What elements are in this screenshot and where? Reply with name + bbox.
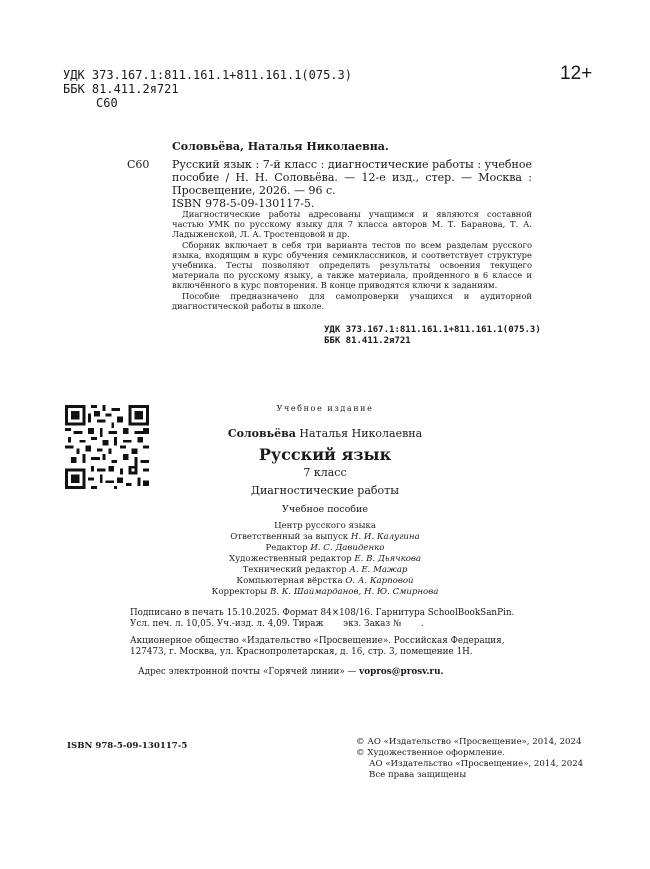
qr-code <box>65 405 149 489</box>
footer-isbn: ISBN 978-5-09-130117-5 <box>67 741 188 751</box>
udk-code: УДК 373.167.1:811.161.1+811.161.1(075.3) <box>324 325 541 335</box>
credit-person: И. С. Давиденко <box>310 543 385 553</box>
publishing-info <box>130 608 514 658</box>
author-name: Наталья Николаевна <box>299 427 423 440</box>
print-info-line: Усл. печ. л. 10,05. Уч.-изд. л. 4,09. Тираж экз. Заказ № . <box>130 619 424 629</box>
imprint-author <box>170 427 480 440</box>
copyright-line: АО «Издательство «Просвещение», 2014, 2024 <box>369 759 584 769</box>
credit-person: Е. В. Дьячкова <box>354 554 422 564</box>
credit-line <box>170 587 480 598</box>
edition-type: Учебное издание <box>276 404 374 413</box>
credit-person: В. К. Шаймарданов, Н. Ю. Смирнова <box>269 587 439 597</box>
email-label: Адрес электронной почты «Горячей линии» — <box>138 667 357 677</box>
author-sign: С60 <box>96 96 118 110</box>
author-surname: Соловьёва <box>227 427 296 440</box>
credit-line <box>170 576 480 587</box>
bbk-code: ББК 81.411.2я721 <box>324 336 411 346</box>
credit-person: О. А. Карповой <box>345 576 414 586</box>
credit-line <box>170 532 480 543</box>
bbk-code: ББК 81.411.2я721 <box>63 82 179 96</box>
book-subtitle: Диагностические работы <box>251 484 399 497</box>
copyright-line: © Художественное оформление. <box>356 748 505 758</box>
copyright-block <box>356 737 583 781</box>
abstract-paragraph: Диагностические работы адресованы учащимся и являются составной частью УМК по русскому языку для 7 класса авторов М. Т. Баранова, Т. А. Ладыженской, Л. А. Тростенцовой и др. <box>172 209 532 240</box>
credit-person: А. Е. Мажар <box>349 565 408 575</box>
credit-line <box>170 565 480 576</box>
credit-role: Технический редактор <box>242 565 347 575</box>
publisher-line: Акционерное общество «Издательство «Просвещение». Российская Федерация, <box>130 636 505 646</box>
book-title: Русский язык <box>258 445 392 464</box>
credit-role: Ответственный за выпуск <box>230 532 349 542</box>
print-info-line: Подписано в печать 15.10.2025. Формат 84×108/16. Гарнитура SchoolBookSanPin. <box>130 608 515 618</box>
book-type: Учебное пособие <box>282 504 368 515</box>
udk-bbk-header <box>63 68 352 110</box>
credit-line <box>170 554 480 565</box>
udk-code: УДК 373.167.1:811.161.1+811.161.1(075.3) <box>63 68 352 82</box>
credits-list <box>170 521 480 598</box>
abstract-paragraph: Сборник включает в себя три варианта тестов по всем разделам русского языка, входящим в курс обучения семиклассников, и соответствует структуре учебника. Тесты позволяют определить результаты освоения текущего материала по русскому языку, а также материала, пройденного в 6 классе и включённого в курс повторения. В конце приводятся ключи к заданиям. <box>172 239 532 291</box>
email-link[interactable]: vopros@prosv.ru. <box>359 667 444 677</box>
publisher-address: 127473, г. Москва, ул. Краснопролетарская, д. 16, стр. 3, помещение 1Н. <box>130 647 473 657</box>
credits-center: Центр русского языка <box>274 521 376 531</box>
age-rating: 12+ <box>560 63 593 84</box>
catalog-isbn: ISBN 978-5-09-130117-5. <box>172 197 315 210</box>
catalog-udk-bbk <box>324 325 541 347</box>
credit-role: Редактор <box>265 543 308 553</box>
abstract-paragraph: Пособие предназначено для самопроверки учащихся и аудиторной диагностической работы в школе. <box>172 290 532 311</box>
credit-person: Н. И. Калугина <box>350 532 420 542</box>
book-grade: 7 класс <box>303 466 347 479</box>
hotline-email <box>138 667 444 677</box>
copyright-line: © АО «Издательство «Просвещение», 2014, 2024 <box>356 737 582 747</box>
catalog-abstract <box>172 209 532 311</box>
credit-line <box>170 543 480 554</box>
credit-role: Корректоры <box>211 587 268 597</box>
catalog-description: Русский язык : 7-й класс : диагностические работы : учебное пособие / Н. Н. Соловьёва. — 12-е изд., стер. — Москва : Просвещение, 2026. — 96 с. <box>172 158 532 197</box>
credit-role: Компьютерная вёрстка <box>236 576 343 586</box>
catalog-author: Соловьёва, Наталья Николаевна. <box>172 140 389 153</box>
credit-role: Художественный редактор <box>228 554 352 564</box>
copyright-line: Все права защищены <box>369 770 467 780</box>
catalog-code: С60 <box>127 158 150 171</box>
